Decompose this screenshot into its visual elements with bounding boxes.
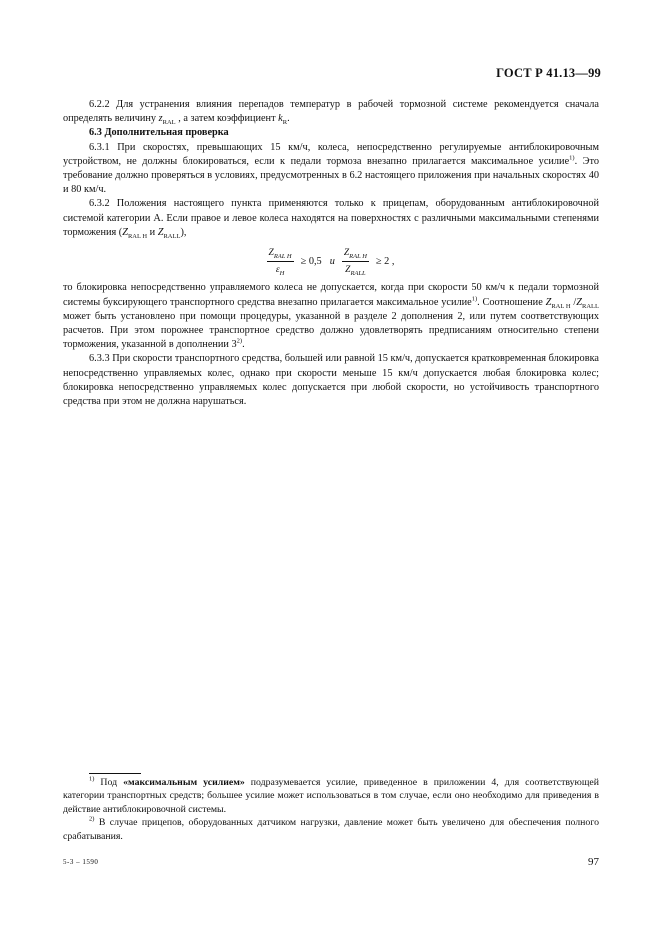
- paragraph-6-2-2: [63, 98, 599, 126]
- footnote-ref: 1): [471, 295, 478, 303]
- subscript: H: [279, 270, 285, 278]
- footnote-2: [63, 816, 599, 843]
- document-body: [63, 98, 599, 409]
- paragraph-6-3-3: 6.3.3 При скорости транспортного средства, большей или равной 15 км/ч, допускается кратковременная блокировка непосредственно управляемых колес, однако при скорости меньше 15 км/ч допускается любая блокировка колес; блокировка непосредственно управляемых колес допускается при любой скорости, но устойчивость транспортного средства при этом не должна нарушаться.: [63, 353, 599, 408]
- text: подразумевается усилие, приведенное в приложении 4, для соответствующей категории транспортных средств; большее усилие может использоваться в том случае, если оно необходимо для приведения в действие антиблокировочной системы.: [63, 777, 599, 815]
- paragraph-6-3-2-continued: [63, 281, 599, 352]
- paragraph-6-3-2: [63, 197, 599, 240]
- symbol: Z: [268, 248, 274, 259]
- footnote-marker: 2): [89, 815, 95, 823]
- text: 6.3.2 Положения настоящего пункта применяются только к прицепам, оборудованным антиблокировочной системой категории А. Если правое и левое колеса находятся на поверхностях с различными максимальными степенями торможения (: [63, 198, 599, 238]
- text: ),: [180, 226, 187, 238]
- document-header: ГОСТ Р 41.13—99: [496, 66, 601, 80]
- formula: [63, 246, 599, 277]
- subscript: RAL H: [349, 252, 367, 260]
- symbol: Z: [576, 296, 583, 308]
- subscript: RALL: [350, 270, 366, 278]
- symbol: k: [278, 113, 283, 125]
- symbol: Z: [122, 226, 128, 238]
- operator: ≥ 0,5: [300, 255, 322, 267]
- footnote-marker: 1): [89, 775, 95, 783]
- section-heading-6-3: 6.3 Дополнительная проверка: [89, 127, 229, 139]
- subscript: RAL: [162, 119, 176, 127]
- page-number: 97: [588, 856, 599, 868]
- footnote-divider: [89, 773, 141, 774]
- text: .: [287, 113, 290, 125]
- paragraph-6-3-1: [63, 141, 599, 198]
- text: может быть установлено при помощи процедуры, указанной в разделе 2 дополнения 2, или путем соответствующих расчетов. При этом порожнее транспортное средство должно удовлетворять предписаниям относительно степени торможения, указанной в дополнении 3: [63, 310, 599, 351]
- text: и: [147, 226, 158, 238]
- footnotes: [63, 776, 599, 843]
- text: В случае прицепов, оборудованных датчиком нагрузки, давление может быть увеличено для обеспечения полного срабатывания.: [63, 817, 599, 842]
- text: .: [242, 339, 245, 351]
- fraction: [267, 246, 294, 277]
- symbol: ε: [275, 265, 280, 276]
- text: 6.2.2 Для устранения влияния перепадов температур в рабочей тормозной системе рекомендуется сначала определять величину: [63, 99, 599, 125]
- denominator: [276, 262, 284, 277]
- emphasis: «максимальным усилием»: [123, 777, 245, 788]
- subscript: R: [282, 119, 288, 127]
- operator: ≥ 2 ,: [375, 255, 395, 267]
- symbol: Z: [545, 296, 552, 308]
- footnote-1: [63, 776, 599, 816]
- text: 6.3.1 При скоростях, превышающих 15 км/ч, колеса, непосредственно регулируемые антиблокировочным устройством, не должны блокироваться, если к педали тормоза внезапно прилагается максимальное усилие: [63, 141, 599, 167]
- footnote-ref: 2): [236, 337, 243, 345]
- subscript: RAL H: [127, 232, 148, 240]
- text: , а затем коэффициент: [175, 113, 279, 125]
- print-code: 5-3 – 1590: [63, 858, 99, 866]
- subscript: RAL H: [551, 302, 571, 310]
- text: то блокировка непосредственно управляемого колеса не допускается, когда при скорости 50 км/ч к педали тормозной системы буксирующего транспортного средства внезапно прилагается максимальное усилие: [63, 282, 599, 308]
- numerator: [267, 246, 294, 262]
- conjunction: и: [329, 255, 335, 267]
- subscript: RAL H: [273, 252, 292, 260]
- fraction: [342, 246, 369, 277]
- text: . Это требование должно проверяться в условиях, предусмотренных в 6.2 настоящего приложения при начальных скоростях 40 и 80 км/ч.: [63, 155, 599, 196]
- text: . Соотношение: [477, 296, 546, 308]
- symbol: Z: [157, 226, 164, 238]
- footnote-ref: 1): [569, 154, 575, 162]
- numerator: [342, 246, 369, 262]
- subscript: RALL: [582, 302, 600, 310]
- symbol: Z: [345, 265, 351, 276]
- text: Под: [94, 777, 124, 788]
- symbol: z: [158, 113, 163, 125]
- text: /: [570, 296, 577, 308]
- denominator: [345, 262, 365, 277]
- symbol: Z: [343, 248, 350, 259]
- subscript: RALL: [163, 232, 181, 240]
